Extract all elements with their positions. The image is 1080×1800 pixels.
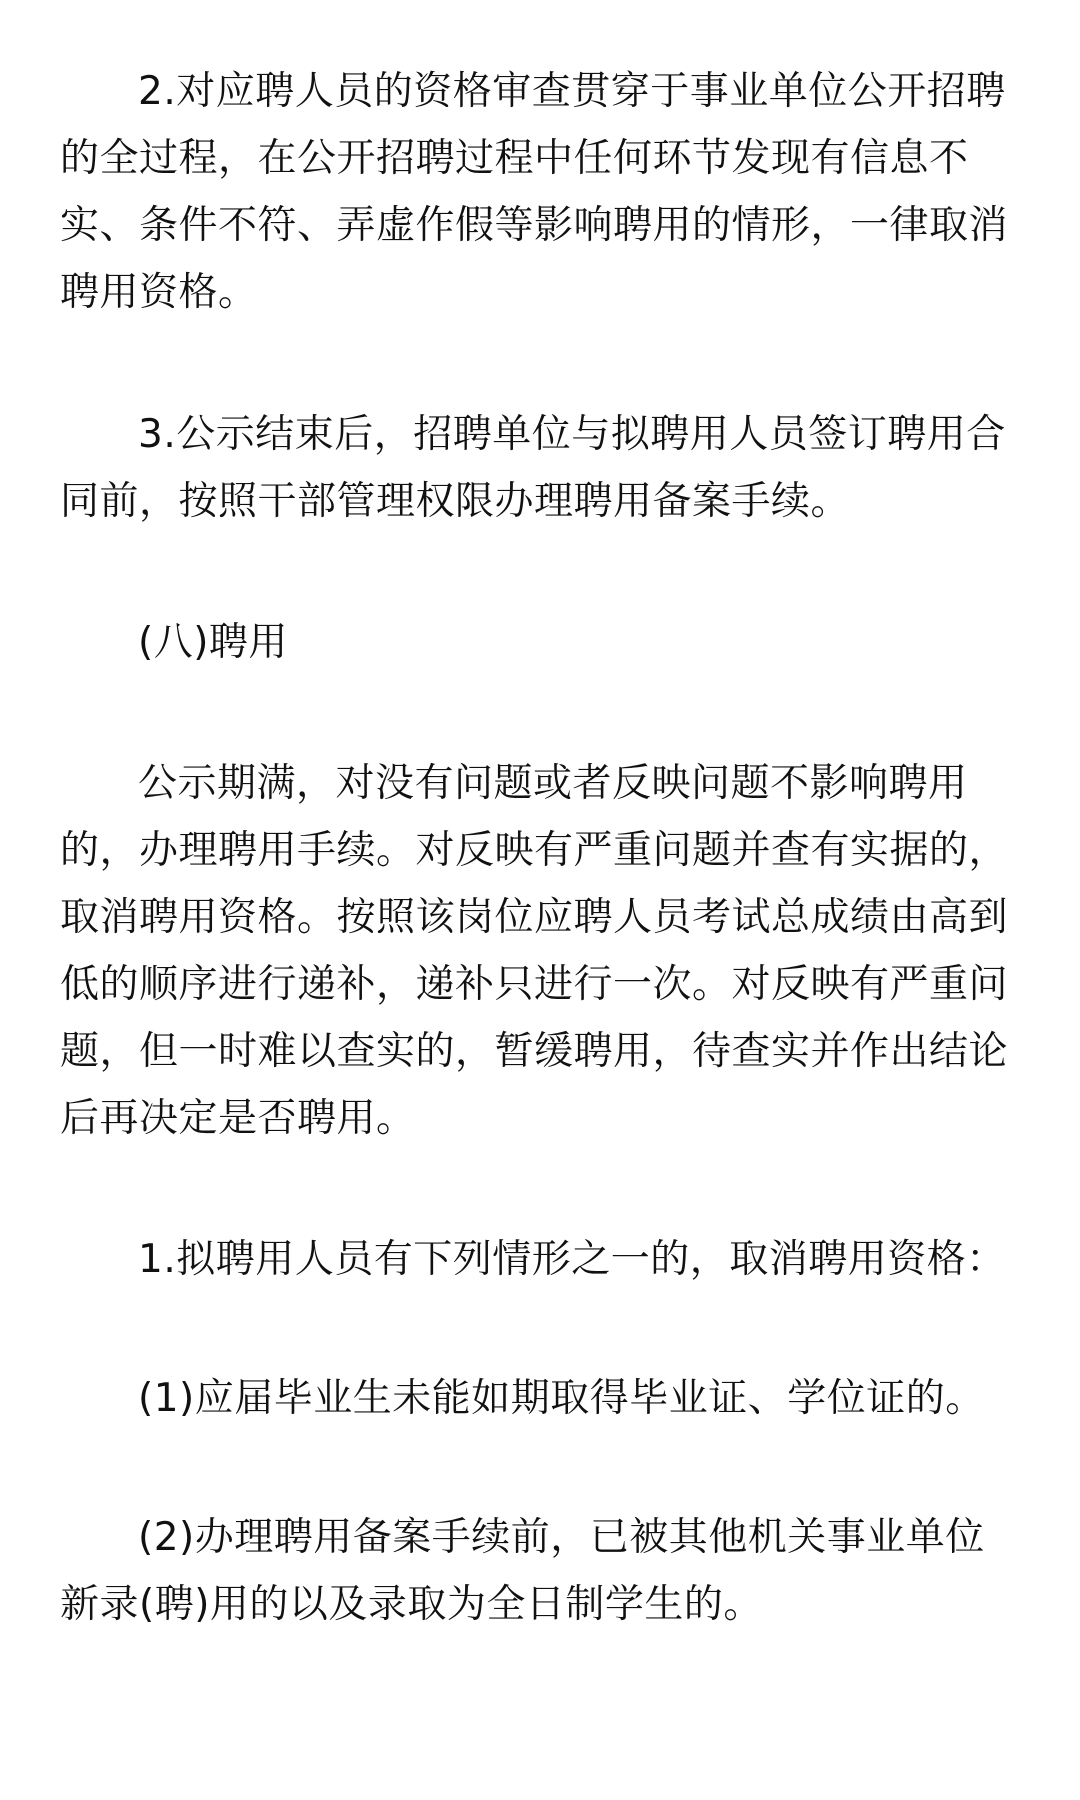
paragraph-cancellation-conditions: 1.拟聘用人员有下列情形之一的，取消聘用资格： — [138, 1237, 1006, 1282]
section-heading-employment: (八)聘用 — [138, 620, 288, 665]
document-body — [60, 58, 1020, 1638]
paragraph-condition-2: (2)办理聘用备案手续前，已被其他机关事业单位新录(聘)用的以及录取为全日制学生的。 — [60, 1515, 985, 1627]
paragraph-condition-1: (1)应届毕业生未能如期取得毕业证、学位证的。 — [138, 1376, 985, 1421]
paragraph-gap — [60, 1293, 1020, 1365]
paragraph-after-publicity: 3.公示结束后，招聘单位与拟聘用人员签订聘用合同前，按照干部管理权限办理聘用备案手续。 — [60, 412, 1006, 524]
paragraph-gap — [60, 1152, 1020, 1226]
paragraph-gap — [60, 326, 1020, 401]
paragraph-gap — [60, 676, 1020, 750]
paragraph-publicity-expiry: 公示期满，对没有问题或者反映问题不影响聘用的，办理聘用手续。对反映有严重问题并查有实据的，取消聘用资格。按照该岗位应聘人员考试总成绩由高到低的顺序进行递补，递补只进行一次。对反映有严重问题，但一时难以查实的，暂缓聘用，待查实并作出结论后再决定是否聘用。 — [60, 761, 1009, 1141]
paragraph-qualification-review: 2.对应聘人员的资格审查贯穿于事业单位公开招聘的全过程，在公开招聘过程中任何环节发现有信息不实、条件不符、弄虚作假等影响聘用的情形，一律取消聘用资格。 — [60, 69, 1009, 315]
paragraph-gap — [60, 1432, 1020, 1504]
paragraph-gap — [60, 535, 1020, 609]
